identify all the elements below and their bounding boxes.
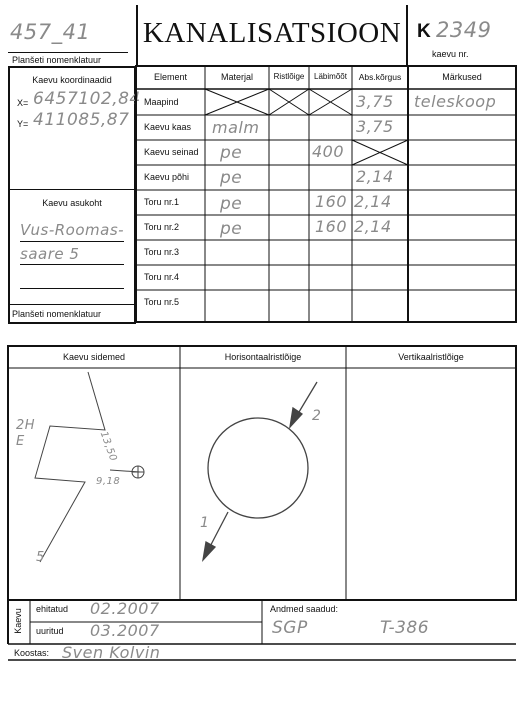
- cell-toru1-materjal: pe: [220, 194, 243, 214]
- row-label-toru2: Toru nr.2: [144, 222, 180, 232]
- col-header-markused: Märkused: [442, 72, 482, 82]
- sheet-number: 457_41: [10, 20, 91, 44]
- row-label-kaas: Kaevu kaas: [144, 122, 192, 132]
- surveyed-label: uuritud: [36, 626, 64, 636]
- location-line-1: Vus-Roomas-: [20, 221, 125, 239]
- col-header-ristloige: Ristlõige: [273, 72, 305, 81]
- well-caption: kaevu nr.: [432, 49, 469, 59]
- sketch-distance-1: 13,50: [97, 430, 119, 464]
- row-label-toru1: Toru nr.1: [144, 197, 180, 207]
- row-label-toru4: Toru nr.4: [144, 272, 180, 282]
- row-label-toru3: Toru nr.3: [144, 247, 180, 257]
- col-header-element: Element: [153, 72, 188, 82]
- cell-kaas-materjal: malm: [212, 118, 260, 137]
- data-source-value-2: T-386: [380, 618, 430, 638]
- cell-pohi-materjal: pe: [220, 168, 243, 188]
- col-header-abs: Abs.kõrgus: [358, 72, 402, 82]
- row-label-pohi: Kaevu põhi: [144, 172, 190, 182]
- sketch-label-5: 5: [36, 550, 45, 565]
- row-label-seinad: Kaevu seinad: [144, 147, 199, 157]
- built-label: ehitatud: [36, 604, 69, 614]
- coord-x-value: 6457102,84: [33, 89, 141, 109]
- cell-toru1-abs: 2,14: [354, 192, 392, 211]
- footer-side-label: Kaevu: [13, 608, 23, 634]
- cell-toru2-labimoot: 160: [315, 217, 348, 236]
- page-title: KANALISATSIOON: [142, 17, 402, 49]
- surveyed-value: 03.2007: [90, 621, 160, 640]
- section-vertical: Vertikaalristlõige: [398, 352, 464, 362]
- section-connections: Kaevu sidemed: [62, 352, 126, 362]
- cell-toru2-abs: 2,14: [354, 217, 392, 236]
- coord-y-value: 411085,87: [33, 110, 130, 130]
- coord-y-label: Y=: [17, 119, 29, 129]
- row-label-maapind: Maapind: [144, 97, 179, 107]
- cell-seinad-labimoot: 400: [312, 142, 345, 161]
- location-line-2: saare 5: [20, 245, 80, 263]
- sheet-caption-bottom: Planšeti nomenklatuur: [12, 309, 102, 319]
- row-label-toru5: Toru nr.5: [144, 297, 180, 307]
- col-header-materjal: Materjal: [220, 72, 253, 82]
- col-header-labimoot: Läbimõõt: [314, 72, 347, 81]
- compiled-label: Koostas:: [14, 648, 50, 658]
- cell-maapind-abs: 3,75: [356, 92, 394, 111]
- pipe-label-2: 2: [312, 408, 322, 424]
- pipe-label-1: 1: [200, 515, 210, 531]
- well-prefix: K: [417, 21, 431, 42]
- cell-kaas-abs: 3,75: [356, 117, 394, 136]
- section-horizontal: Horisontaalristlõige: [224, 352, 302, 362]
- data-source-label: Andmed saadud:: [270, 604, 339, 614]
- well-number: 2349: [436, 18, 492, 42]
- sketch-label-2h: 2H: [16, 418, 36, 433]
- sheet-caption: Planšeti nomenklatuur: [12, 55, 102, 65]
- cell-maapind-markused: teleskoop: [414, 92, 497, 111]
- coord-x-label: X=: [17, 98, 29, 108]
- location-heading: Kaevu asukoht: [42, 198, 102, 208]
- cell-toru2-materjal: pe: [220, 219, 243, 239]
- cell-pohi-abs: 2,14: [356, 167, 394, 186]
- built-value: 02.2007: [90, 599, 160, 618]
- cell-toru1-labimoot: 160: [315, 192, 348, 211]
- sketch-label-e: E: [16, 434, 25, 449]
- compiled-value: Sven Kolvin: [62, 643, 161, 662]
- data-source-value-1: SGP: [272, 618, 308, 638]
- cell-seinad-materjal: pe: [220, 143, 243, 163]
- coords-heading: Kaevu koordinaadid: [32, 75, 112, 85]
- sketch-distance-2: 9,18: [96, 476, 121, 487]
